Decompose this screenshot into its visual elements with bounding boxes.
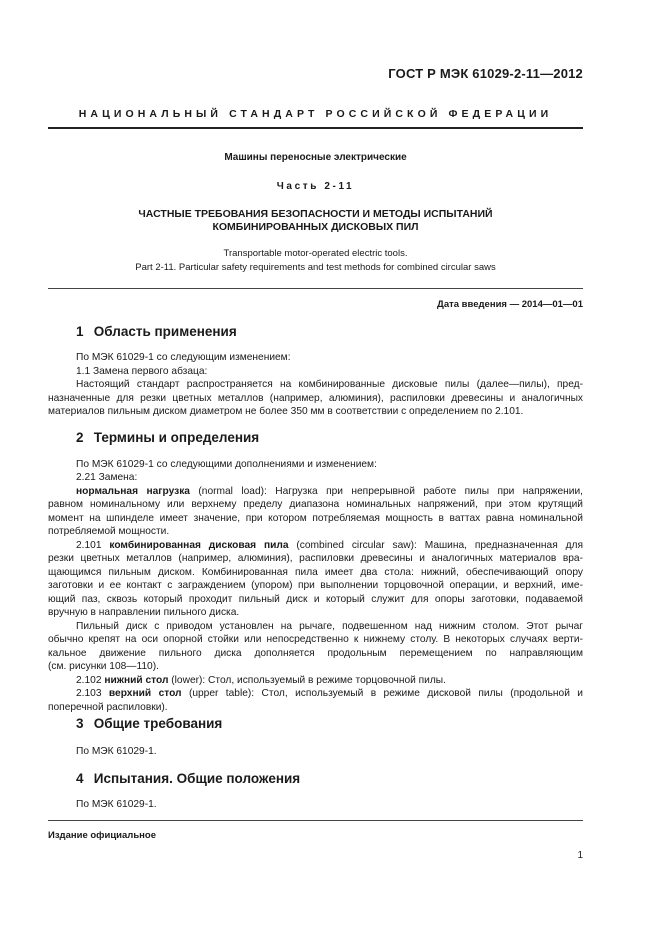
term-number: 2.102 (76, 675, 105, 686)
text-line: резки цветных металлов (например, алюминия), распиловки древесины и аналогичных материалов вра- (48, 553, 583, 564)
section-2-heading (76, 430, 259, 445)
term-combined-saw (76, 539, 583, 553)
section-title: Общие требования (93, 716, 223, 731)
text-line: Настоящий стандарт распространяется на комбинированные дисковые пилы (далее—пилы), пред- (76, 379, 583, 390)
text-line: поперечной распиловки). (48, 702, 168, 713)
term-name: верхний стол (108, 688, 182, 699)
header-rule (48, 127, 583, 129)
text-line: равном номинальному или верхнему пределу диапазона номинальных напряжений, при этом крутящий (48, 499, 583, 510)
text-line: Пильный диск с приводом установлен на рычаге, подвешенном над нижним столом. Этот рычаг (76, 621, 583, 632)
title-en-line2: Part 2-11. Particular safety requirements and test methods for combined circular saws (135, 262, 496, 273)
intro-date: Дата введения — 2014—01—01 (437, 299, 583, 310)
title-main-line2: КОМБИНИРОВАННЫХ ДИСКОВЫХ ПИЛ (212, 221, 419, 233)
text-line: заготовки и ее контакт с заграждением (упором) при выполнении торцовочной операции, и верхний, име- (48, 580, 583, 591)
section-1-heading (76, 324, 237, 339)
title-en-line1: Transportable motor-operated electric tools. (223, 248, 408, 259)
term-number: 2.101 (76, 540, 110, 551)
text-line: 1.1 Замена первого абзаца: (76, 366, 208, 377)
term-number: 2.103 (76, 688, 109, 699)
text-line: 2.21 Замена: (76, 472, 138, 483)
text-line: обычно крепят на оси опорной стойки или непосредственно к нижнему столу. В некоторых случаях верти- (48, 634, 583, 645)
page-number: 1 (577, 850, 583, 861)
text-line: вручную в направлении пильного диска. (48, 607, 240, 618)
term-definition: (normal load): Нагрузка при непрерывной работе пилы при напряжении, (189, 486, 583, 497)
section-title: Область применения (93, 324, 237, 339)
section-number: 2 (76, 430, 84, 445)
term-upper-table (76, 687, 583, 701)
text-line: кальное движение пильного диска дополняется продольным перемещением по направляющим (48, 648, 583, 659)
term-lower-table (76, 674, 446, 688)
text-line: момент на шпинделе имеет значение, при котором потребляемая мощность в ваттах равна номинальной (48, 513, 583, 524)
footer-rule (48, 820, 583, 821)
term-name: нижний стол (104, 675, 169, 686)
text-line: По МЭК 61029-1 со следующим изменением: (76, 352, 291, 363)
section-title: Термины и определения (93, 430, 260, 445)
section-number: 1 (76, 324, 84, 339)
title-part: Часть 2-11 (276, 181, 355, 192)
section-title: Испытания. Общие положения (93, 771, 301, 786)
section-4-heading (76, 771, 300, 786)
text-line: потребляемой мощности. (48, 526, 170, 537)
text-line: ющий паз, сквозь который проходит пильный диск и который служит для опоры заготовки, подаваемой (48, 594, 583, 605)
org-title: НАЦИОНАЛЬНЫЙ СТАНДАРТ РОССИЙСКОЙ ФЕДЕРАЦИИ (78, 108, 553, 120)
title-rule (48, 288, 583, 289)
text-line: назначенные для резки цветных металлов (например, алюминия), распиловки древесины и аналогичных (48, 393, 583, 404)
term-normal-load (76, 485, 583, 499)
term-definition: (upper table): Стол, используемый в режиме дисковой пилы (продольной и (181, 688, 583, 699)
text-line: (см. рисунки 108—110). (48, 661, 159, 672)
section-3-heading (76, 716, 222, 731)
section-number: 3 (76, 716, 84, 731)
text-line: По МЭК 61029-1. (76, 799, 157, 810)
term-definition: (lower): Стол, используемый в режиме торцовочной пилы. (168, 675, 446, 686)
edition-note: Издание официальное (48, 830, 156, 841)
text-line: По МЭК 61029-1. (76, 746, 157, 757)
section-number: 4 (76, 771, 84, 786)
title-series: Машины переносные электрические (224, 152, 407, 163)
text-line: По МЭК 61029-1 со следующими дополнениями и изменением: (76, 459, 377, 470)
term-name: нормальная нагрузка (76, 486, 190, 497)
text-line: щающимся пильным диском. Комбинированная пила имеет два стола: нижний, обеспечивающий опору (48, 567, 583, 578)
title-main-line1: ЧАСТНЫЕ ТРЕБОВАНИЯ БЕЗОПАСНОСТИ И МЕТОДЫ ИСПЫТАНИЙ (138, 208, 493, 220)
term-definition: (combined circular saw): Машина, предназначенная для (288, 540, 583, 551)
doc-number: ГОСТ Р МЭК 61029-2-11—2012 (388, 66, 583, 81)
term-name: комбинированная дисковая пила (109, 540, 289, 551)
text-line: материалов пильным диском диаметром не более 350 мм в соответствии с определением по 2.101. (48, 406, 524, 417)
